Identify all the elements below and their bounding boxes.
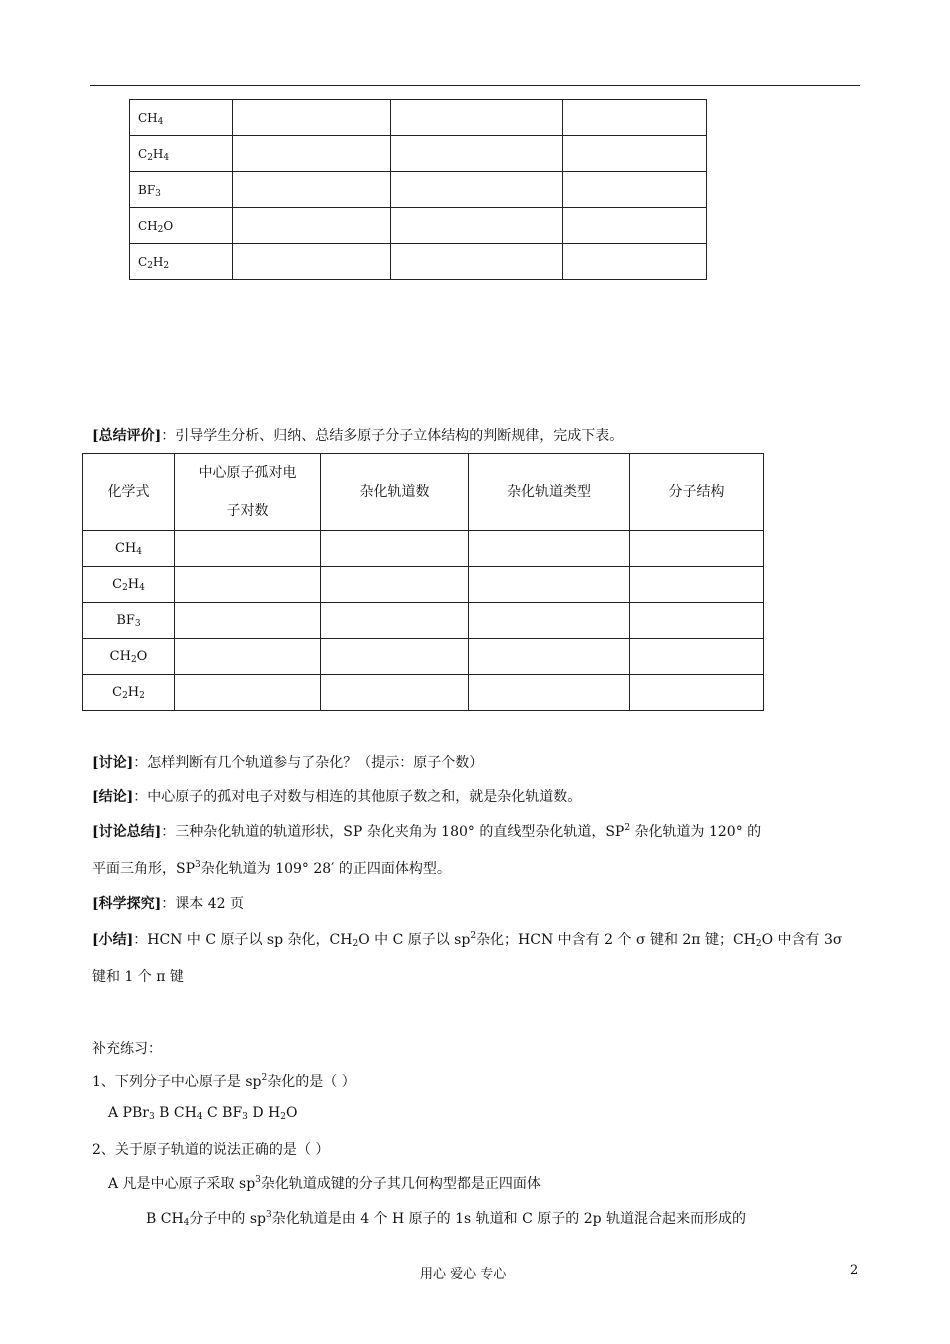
empty-cell (321, 531, 469, 567)
science-text: ：课本 42 页 (161, 896, 244, 912)
empty-cell (233, 172, 391, 208)
empty-cell (175, 567, 321, 603)
table-row (83, 603, 764, 639)
formula-cell: $BF_3$ (83, 603, 175, 639)
formula-cell: $CH_4$ (83, 531, 175, 567)
footer-motto: 用心 爱心 专心 (420, 1267, 507, 1282)
brief-label: [小结] (92, 932, 134, 948)
empty-cell (175, 531, 321, 567)
empty-cell (630, 639, 764, 675)
empty-cell (563, 172, 707, 208)
header-molecular-structure: 分子结构 (630, 454, 764, 531)
science-paragraph (92, 893, 244, 913)
empty-cell (469, 567, 630, 603)
empty-cell (630, 675, 764, 711)
header-lone-pairs (175, 454, 321, 531)
formula-cell: $CH_2O$ (130, 208, 233, 244)
conclusion-text: ：中心原子的孤对电子对数与相连的其他原子数之和，就是杂化轨道数。 (133, 789, 582, 805)
table-row (83, 531, 764, 567)
header-lone-pairs-line1: 中心原子孤对电 (198, 465, 297, 481)
question-2-option-a: A 凡是中心原子采取 $sp^3$杂化轨道成键的分子其几何构型都是正四面体 (108, 1175, 541, 1192)
question-1: 1、下列分子中心原子是 $sp^2$杂化的是（ ） (92, 1073, 356, 1090)
empty-cell (391, 172, 563, 208)
formula-cell: $BF_3$ (130, 172, 233, 208)
empty-cell (391, 100, 563, 136)
question-1-options: A PBr$_3$ B $CH_4$ C $BF_3$ D $H_2O$ (108, 1105, 298, 1122)
formula-cell: $C_2H_2$ (130, 244, 233, 280)
formula-cell: $C_2H_2$ (83, 675, 175, 711)
discussion-text: ：怎样判断有几个轨道参与了杂化？（提示：原子个数） (133, 755, 484, 771)
empty-cell (233, 244, 391, 280)
empty-cell (563, 100, 707, 136)
science-label: [科学探究] (92, 896, 162, 912)
table-row (130, 172, 707, 208)
header-formula: 化学式 (83, 454, 175, 531)
discussion-paragraph (92, 752, 483, 772)
table-row (130, 136, 707, 172)
discussion-label: [讨论] (92, 755, 134, 771)
empty-cell (233, 100, 391, 136)
table-row (83, 675, 764, 711)
summary-paragraph (92, 425, 623, 445)
header-lone-pairs-line2: 子对数 (226, 503, 269, 519)
header-rule (90, 85, 860, 86)
table-row (130, 244, 707, 280)
empty-cell (563, 136, 707, 172)
empty-cell (469, 639, 630, 675)
empty-cell (391, 136, 563, 172)
question-2: 2、关于原子轨道的说法正确的是（ ） (92, 1142, 330, 1158)
empty-cell (469, 675, 630, 711)
brief-summary-line1: [小结]：HCN 中 C 原子以 sp 杂化，$CH_2O$ 中 C 原子以 $sp^2$杂化；HCN 中含有 2 个 σ 键和 2π 键；$CH_2O$ 中含有 3σ (92, 931, 843, 949)
brief-summary-line2: 键和 1 个 π 键 (92, 969, 184, 985)
conclusion-paragraph (92, 786, 581, 806)
empty-cell (563, 244, 707, 280)
formula-cell: $C_2H_4$ (130, 136, 233, 172)
page-number: 2 (850, 1263, 859, 1278)
discussion-summary-line1: [讨论总结]：三种杂化轨道的轨道形状，SP 杂化夹角为 180° 的直线型杂化轨道，$SP^2$ 杂化轨道为 120° 的 (92, 823, 762, 840)
empty-cell (321, 603, 469, 639)
empty-cell (391, 244, 563, 280)
empty-cell (175, 675, 321, 711)
table-row (130, 208, 707, 244)
table-row (83, 639, 764, 675)
empty-cell (630, 567, 764, 603)
empty-cell (469, 603, 630, 639)
formula-cell: $CH_4$ (130, 100, 233, 136)
question-2-option-b: B $CH_4$分子中的 $sp^3$杂化轨道是由 4 个 H 原子的 1s 轨道和 C 原子的 2p 轨道混合起来而形成的 (146, 1210, 747, 1228)
discussion-summary-line2: 平面三角形，$SP^3$杂化轨道为 109° 28′ 的正四面体构型。 (92, 860, 451, 877)
table-header-row (83, 454, 764, 531)
empty-cell (469, 531, 630, 567)
table-row (83, 567, 764, 603)
empty-cell (233, 136, 391, 172)
empty-cell (391, 208, 563, 244)
discussion-summary-label: [讨论总结] (92, 824, 162, 840)
empty-cell (321, 675, 469, 711)
empty-cell (175, 639, 321, 675)
empty-cell (321, 639, 469, 675)
empty-cell (175, 603, 321, 639)
empty-cell (630, 603, 764, 639)
conclusion-label: [结论] (92, 789, 134, 805)
header-orbital-count: 杂化轨道数 (321, 454, 469, 531)
table-row (130, 100, 707, 136)
summary-text: ：引导学生分析、归纳、总结多原子分子立体结构的判断规律，完成下表。 (161, 428, 624, 444)
hybridization-table (82, 453, 764, 711)
table-continued (129, 99, 707, 280)
summary-label: [总结评价] (92, 428, 162, 444)
empty-cell (321, 567, 469, 603)
header-orbital-type: 杂化轨道类型 (469, 454, 630, 531)
empty-cell (630, 531, 764, 567)
empty-cell (233, 208, 391, 244)
exercise-title: 补充练习： (92, 1041, 162, 1057)
empty-cell (563, 208, 707, 244)
formula-cell: $C_2H_4$ (83, 567, 175, 603)
formula-cell: $CH_2O$ (83, 639, 175, 675)
